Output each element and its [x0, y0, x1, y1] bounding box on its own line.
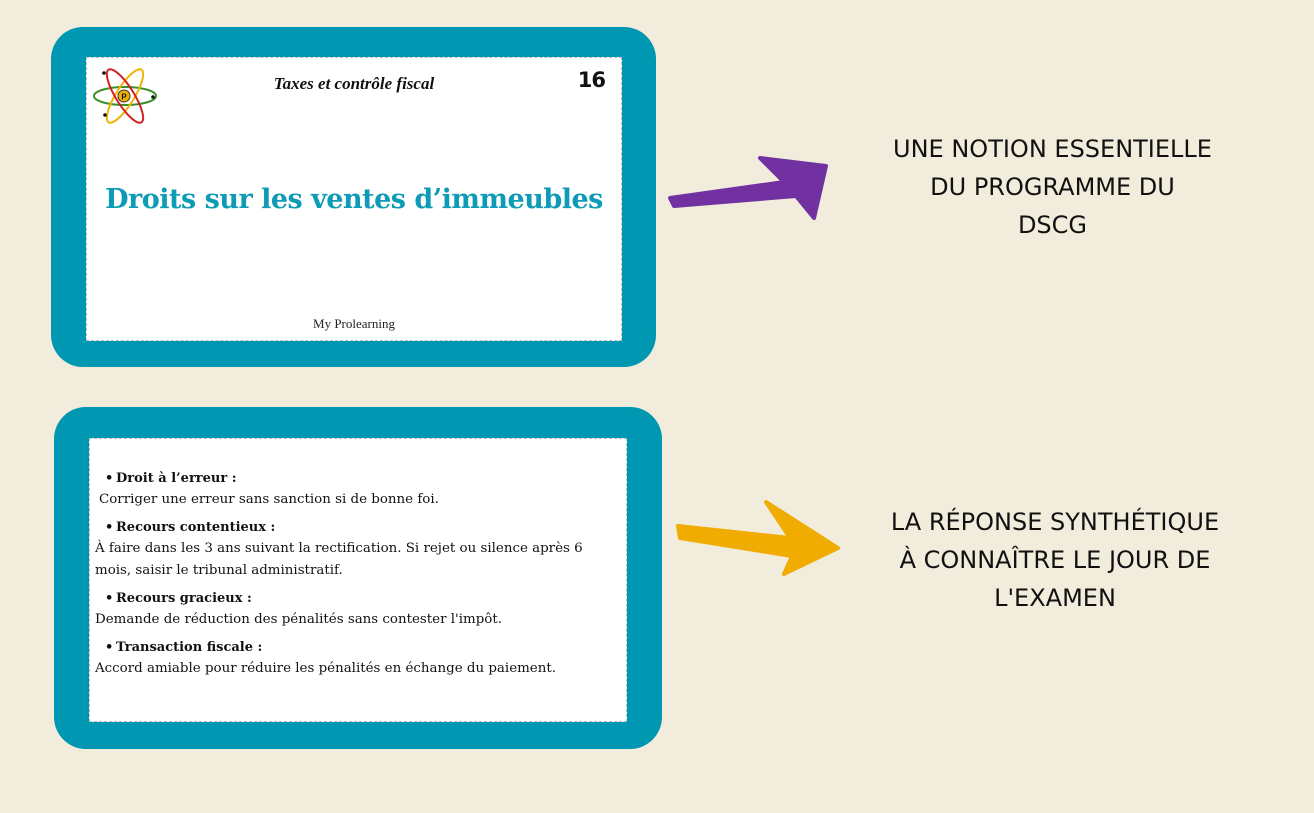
card-footer: My Prolearning	[313, 316, 395, 331]
list-item	[90, 518, 626, 582]
item-heading: • Recours contentieux :	[90, 518, 626, 538]
arrow-right-yellow-icon	[672, 494, 852, 578]
list-item	[90, 589, 626, 631]
item-heading: • Droit à l’erreur :	[90, 469, 626, 489]
card-number: 16	[577, 68, 605, 92]
arrow-right-purple-icon	[664, 146, 844, 222]
caption-exam-answer: LA RÉPONSE SYNTHÉTIQUE À CONNAÎTRE LE JOUR DE L'EXAMEN	[890, 508, 1220, 612]
item-heading: • Transaction fiscale :	[90, 638, 626, 658]
item-description: Demande de réduction des pénalités sans contester l'impôt.	[95, 612, 502, 627]
caption-essential-notion: UNE NOTION ESSENTIELLE DU PROGRAMME DU DSCG	[893, 135, 1212, 239]
item-description: Accord amiable pour réduire les pénalités en échange du paiement.	[95, 661, 556, 676]
item-heading: • Recours gracieux :	[90, 589, 626, 609]
flashcard-back	[89, 438, 627, 722]
list-item	[90, 638, 626, 680]
item-description: À faire dans les 3 ans suivant la rectification. Si rejet ou silence après 6 mois, saisir le tribunal administratif.	[95, 541, 583, 578]
flashcard-front	[86, 57, 622, 341]
item-description: Corriger une erreur sans sanction si de bonne foi.	[99, 492, 439, 507]
logo-letter: P	[121, 92, 127, 102]
list-item	[90, 469, 626, 511]
card-subject: Taxes et contrôle fiscal	[273, 74, 435, 93]
answer-list	[90, 469, 626, 687]
card-title: Droits sur les ventes d’immeubles	[105, 184, 603, 215]
